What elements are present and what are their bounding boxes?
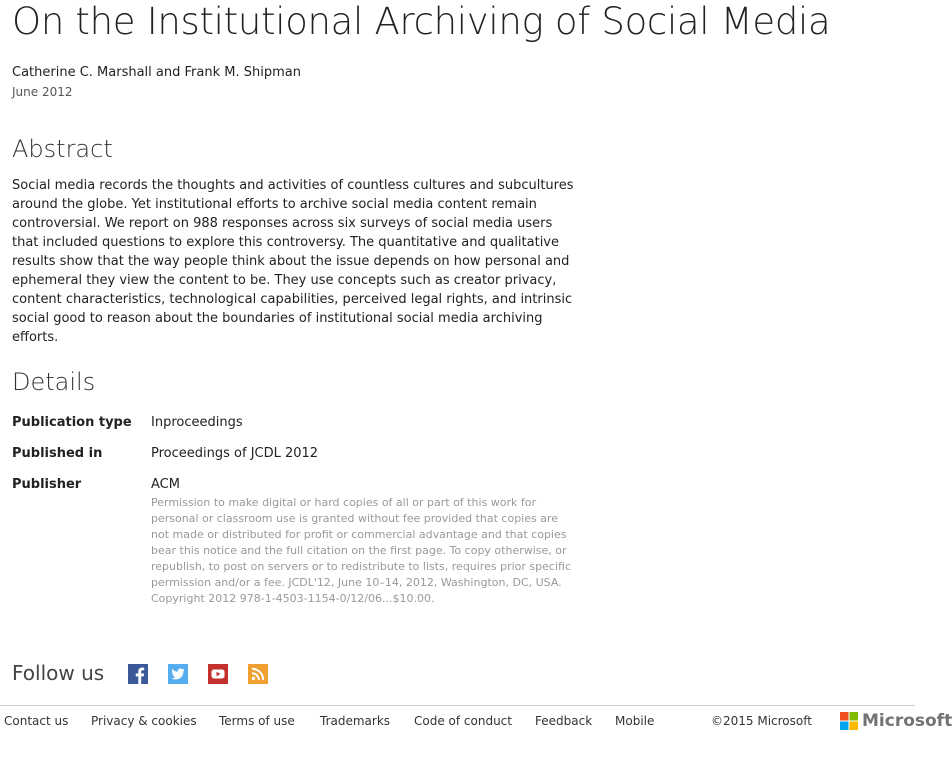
footer-link-feedback[interactable]: Feedback bbox=[535, 714, 593, 728]
details-heading: Details bbox=[12, 368, 96, 396]
microsoft-wordmark: Microsoft bbox=[862, 711, 952, 731]
detail-value: Inproceedings bbox=[151, 415, 243, 430]
detail-label: Published in bbox=[12, 446, 103, 461]
footer-link-mobile[interactable]: Mobile bbox=[615, 714, 655, 728]
footer-link-code-of-conduct[interactable]: Code of conduct bbox=[414, 714, 512, 728]
footer-link-privacy-cookies[interactable]: Privacy & cookies bbox=[91, 714, 197, 728]
page-title: On the Institutional Archiving of Social Media bbox=[12, 0, 831, 43]
publication-date: June 2012 bbox=[12, 85, 73, 99]
twitter-icon[interactable] bbox=[168, 664, 188, 684]
publisher-copyright-note: Permission to make digital or hard copies of all or part of this work for personal or classroom use is granted without fee provided that copies are not made or distributed for profit or commercial advantage and that copies bear this notice and the full citation on the first page. To copy otherwise, or republish, to post on servers or to redistribute to lists, requires prior specific permission and/or a fee. JCDL'12, June 10–14, 2012, Washington, DC, USA. Copyright 2012 978-1-4503-1154-0/12/06...$10.00. bbox=[151, 496, 571, 605]
microsoft-logo-icon bbox=[840, 712, 858, 730]
abstract-text: Social media records the thoughts and activities of countless cultures and subcultures around the globe. Yet institutional efforts to archive social media content remain controversial. We report on 988 responses across six surveys of social media users that included questions to explore this controversy. The quantitative and qualitative results show that the way people think about the issue depends on how personal and ephemeral they view the content to be. They use concepts such as creator privacy, content characteristics, technological capabilities, perceived legal rights, and intrinsic social good to reason about the boundaries of institutional social media archiving efforts. bbox=[12, 178, 574, 345]
footer-link-terms-of-use[interactable]: Terms of use bbox=[219, 714, 295, 728]
follow-us-label: Follow us bbox=[12, 661, 105, 685]
footer-link-contact-us[interactable]: Contact us bbox=[4, 714, 69, 728]
detail-label: Publication type bbox=[12, 415, 132, 430]
detail-label: Publisher bbox=[12, 477, 82, 492]
footer-divider bbox=[0, 705, 915, 706]
rss-icon[interactable] bbox=[248, 664, 268, 684]
facebook-icon[interactable] bbox=[128, 664, 148, 684]
footer-link-trademarks[interactable]: Trademarks bbox=[320, 714, 391, 728]
detail-value: Proceedings of JCDL 2012 bbox=[151, 446, 319, 461]
youtube-icon[interactable] bbox=[208, 664, 228, 684]
authors: Catherine C. Marshall and Frank M. Shipman bbox=[12, 65, 301, 80]
copyright-text: ©2015 Microsoft bbox=[711, 714, 812, 728]
detail-value: ACM bbox=[151, 477, 180, 492]
abstract-heading: Abstract bbox=[12, 135, 113, 163]
